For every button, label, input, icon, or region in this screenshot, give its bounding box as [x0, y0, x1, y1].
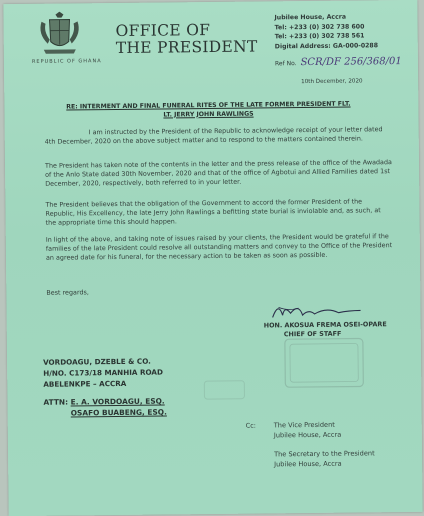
- signatory-title: CHIEF OF STAFF: [283, 329, 342, 339]
- cc-label: Cc:: [245, 421, 256, 430]
- faint-stamp-mark-2: [203, 380, 245, 400]
- attention-name-1: E. A. VORDOAGU, ESQ.: [70, 396, 165, 407]
- cc-recipient-1: [274, 420, 342, 441]
- body-paragraph-2: The President has taken note of the contents in the letter and the press release of the office of the Awadada of the Anlo State dated 30th November, 2020 and that of the office of Agbotui and Allied Families dated 1st December, 2020, respectively, both referred to in your letter.: [44, 158, 392, 188]
- reference-value: SCR/DF 256/368/01: [300, 56, 402, 69]
- cc-recipient-2-line-2: Jubilee House, Accra: [274, 459, 342, 469]
- contact-tel-1: Tel: +233 (0) 302 738 600: [274, 22, 365, 31]
- letter-page: [3, 0, 422, 516]
- office-title-line1: OFFICE OF: [115, 21, 211, 41]
- body-paragraph-1: I am instructed by the President of the Republic to acknowledge receipt of your letter dated 4th December, 2020 on the above subject matter and to respond to the matters contained therein.: [44, 125, 383, 146]
- attention-block: [43, 395, 166, 418]
- cc-recipient-1-line-2: Jubilee House, Accra: [273, 430, 342, 440]
- contact-tel-2: Tel: +233 (0) 302 738 561: [274, 32, 365, 41]
- body-paragraph-4: In light of the above, and taking note of issues raised by your clients, the President would be grateful if the families of the late President could resolve all outstanding matters and convey to the Office of the President an agreed date for his funeral, for the necessary action to be taken as soon as possible.: [45, 232, 393, 262]
- cc-recipient-1-line-1: The Vice President: [273, 420, 335, 430]
- body-paragraph-3: The President believes that the obligation of the Government to accord the former President of the Republic, His Excellency, the late Jerry John Rawlings a befitting state burial is inviolable and, as such, at the appropriate time this should happen.: [45, 197, 381, 227]
- ghana-coat-of-arms-icon: [35, 11, 83, 56]
- addressee-line-1: VORDOAGU, DZEBLE & CO.: [43, 356, 151, 367]
- office-title-line2: THE PRESIDENT: [115, 37, 258, 58]
- office-title: [116, 22, 258, 57]
- subject-line-2: LT. JERRY JOHN RAWLINGS: [163, 110, 254, 119]
- subject-heading: [48, 100, 368, 121]
- contact-digital-address: Digital Address: GA-000-0288: [274, 41, 379, 50]
- letter-date: 10th December, 2020: [301, 78, 363, 86]
- contact-address: Jubilee House, Accra: [274, 13, 347, 22]
- signatory-name: HON. AKOSUA FREMA OSEI-OPARE: [263, 320, 387, 330]
- cc-recipient-2-line-1: The Secretary to the President: [274, 449, 375, 459]
- subject-line-1: RE: INTERMENT AND FINAL FUNERAL RITES OF THE LATE FORMER PRESIDENT FLT.: [66, 100, 351, 111]
- addressee-line-3: ABELENKPE – ACCRA: [43, 378, 127, 389]
- reference-label: Ref No.: [274, 60, 297, 68]
- addressee-line-2: H/NO. C173/18 MANHIA ROAD: [43, 367, 163, 378]
- cc-recipient-2: [274, 448, 375, 469]
- attention-name-2: OSAFO BUABENG, ESQ.: [70, 407, 167, 418]
- crest-caption: REPUBLIC OF GHANA: [31, 58, 102, 65]
- closing-regards: Best regards,: [46, 288, 89, 297]
- attention-names: [71, 395, 167, 418]
- reference-number: [275, 56, 402, 68]
- addressee-block: [43, 356, 163, 390]
- faint-stamp-mark: [283, 336, 366, 389]
- contact-block: [274, 12, 378, 51]
- attention-label: ATTN:: [43, 397, 69, 407]
